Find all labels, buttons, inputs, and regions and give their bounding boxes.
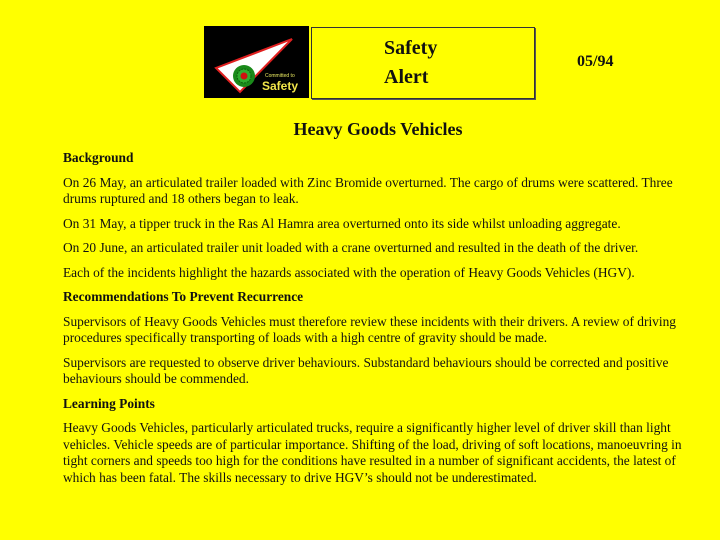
document-body — [63, 150, 699, 494]
background-paragraph: On 31 May, a tipper truck in the Ras Al Hamra area overturned onto its side whilst unloading aggregate. — [63, 215, 621, 231]
recommendation-paragraph: Supervisors are requested to observe driver behaviours. Substandard behaviours should be corrected and positive behaviours should be commended. — [63, 354, 669, 386]
recommendation-paragraph: Supervisors of Heavy Goods Vehicles must therefore review these incidents with their drivers. A review of driving procedures specifically transporting of loads with a high centre of gravity should be made. — [63, 313, 676, 345]
logo-safety-text: Safety — [262, 79, 299, 93]
learning-paragraph: Heavy Goods Vehicles, particularly articulated trucks, require a significantly higher level of driver skill than light vehicles. Vehicle speeds are of particular importance. Shifting of the load, driving of soft locations, manoeuvring in tight corners and speeds too high for the conditions have resulted in a number of significant accidents, the latest of which has been fatal. The skills necessary to drive HGV’s should not be underestimated. — [63, 420, 682, 485]
section-heading-background: Background — [63, 150, 134, 165]
section-heading-learning-points: Learning Points — [63, 395, 155, 411]
section-heading-recommendations: Recommendations To Prevent Recurrence — [63, 289, 304, 304]
alert-number: 05/94 — [577, 53, 614, 70]
title-line-2: Alert — [384, 66, 429, 88]
logo-committed-text: Committed to — [265, 73, 295, 79]
background-paragraph: On 26 May, an articulated trailer loaded with Zinc Bromide overturned. The cargo of drums were scattered. Three drums ruptured and 18 others began to leak. — [63, 174, 673, 206]
page-title: Heavy Goods Vehicles — [293, 119, 463, 139]
background-paragraph: Each of the incidents highlight the hazards associated with the operation of Heavy Goods Vehicles (HGV). — [63, 264, 635, 280]
committed-to-safety-logo — [204, 26, 309, 98]
background-paragraph: On 20 June, an articulated trailer unit loaded with a crane overturned and resulted in the death of the driver. — [63, 240, 639, 255]
title-line-1: Safety — [384, 37, 438, 59]
safety-alert-title-box — [311, 27, 535, 99]
